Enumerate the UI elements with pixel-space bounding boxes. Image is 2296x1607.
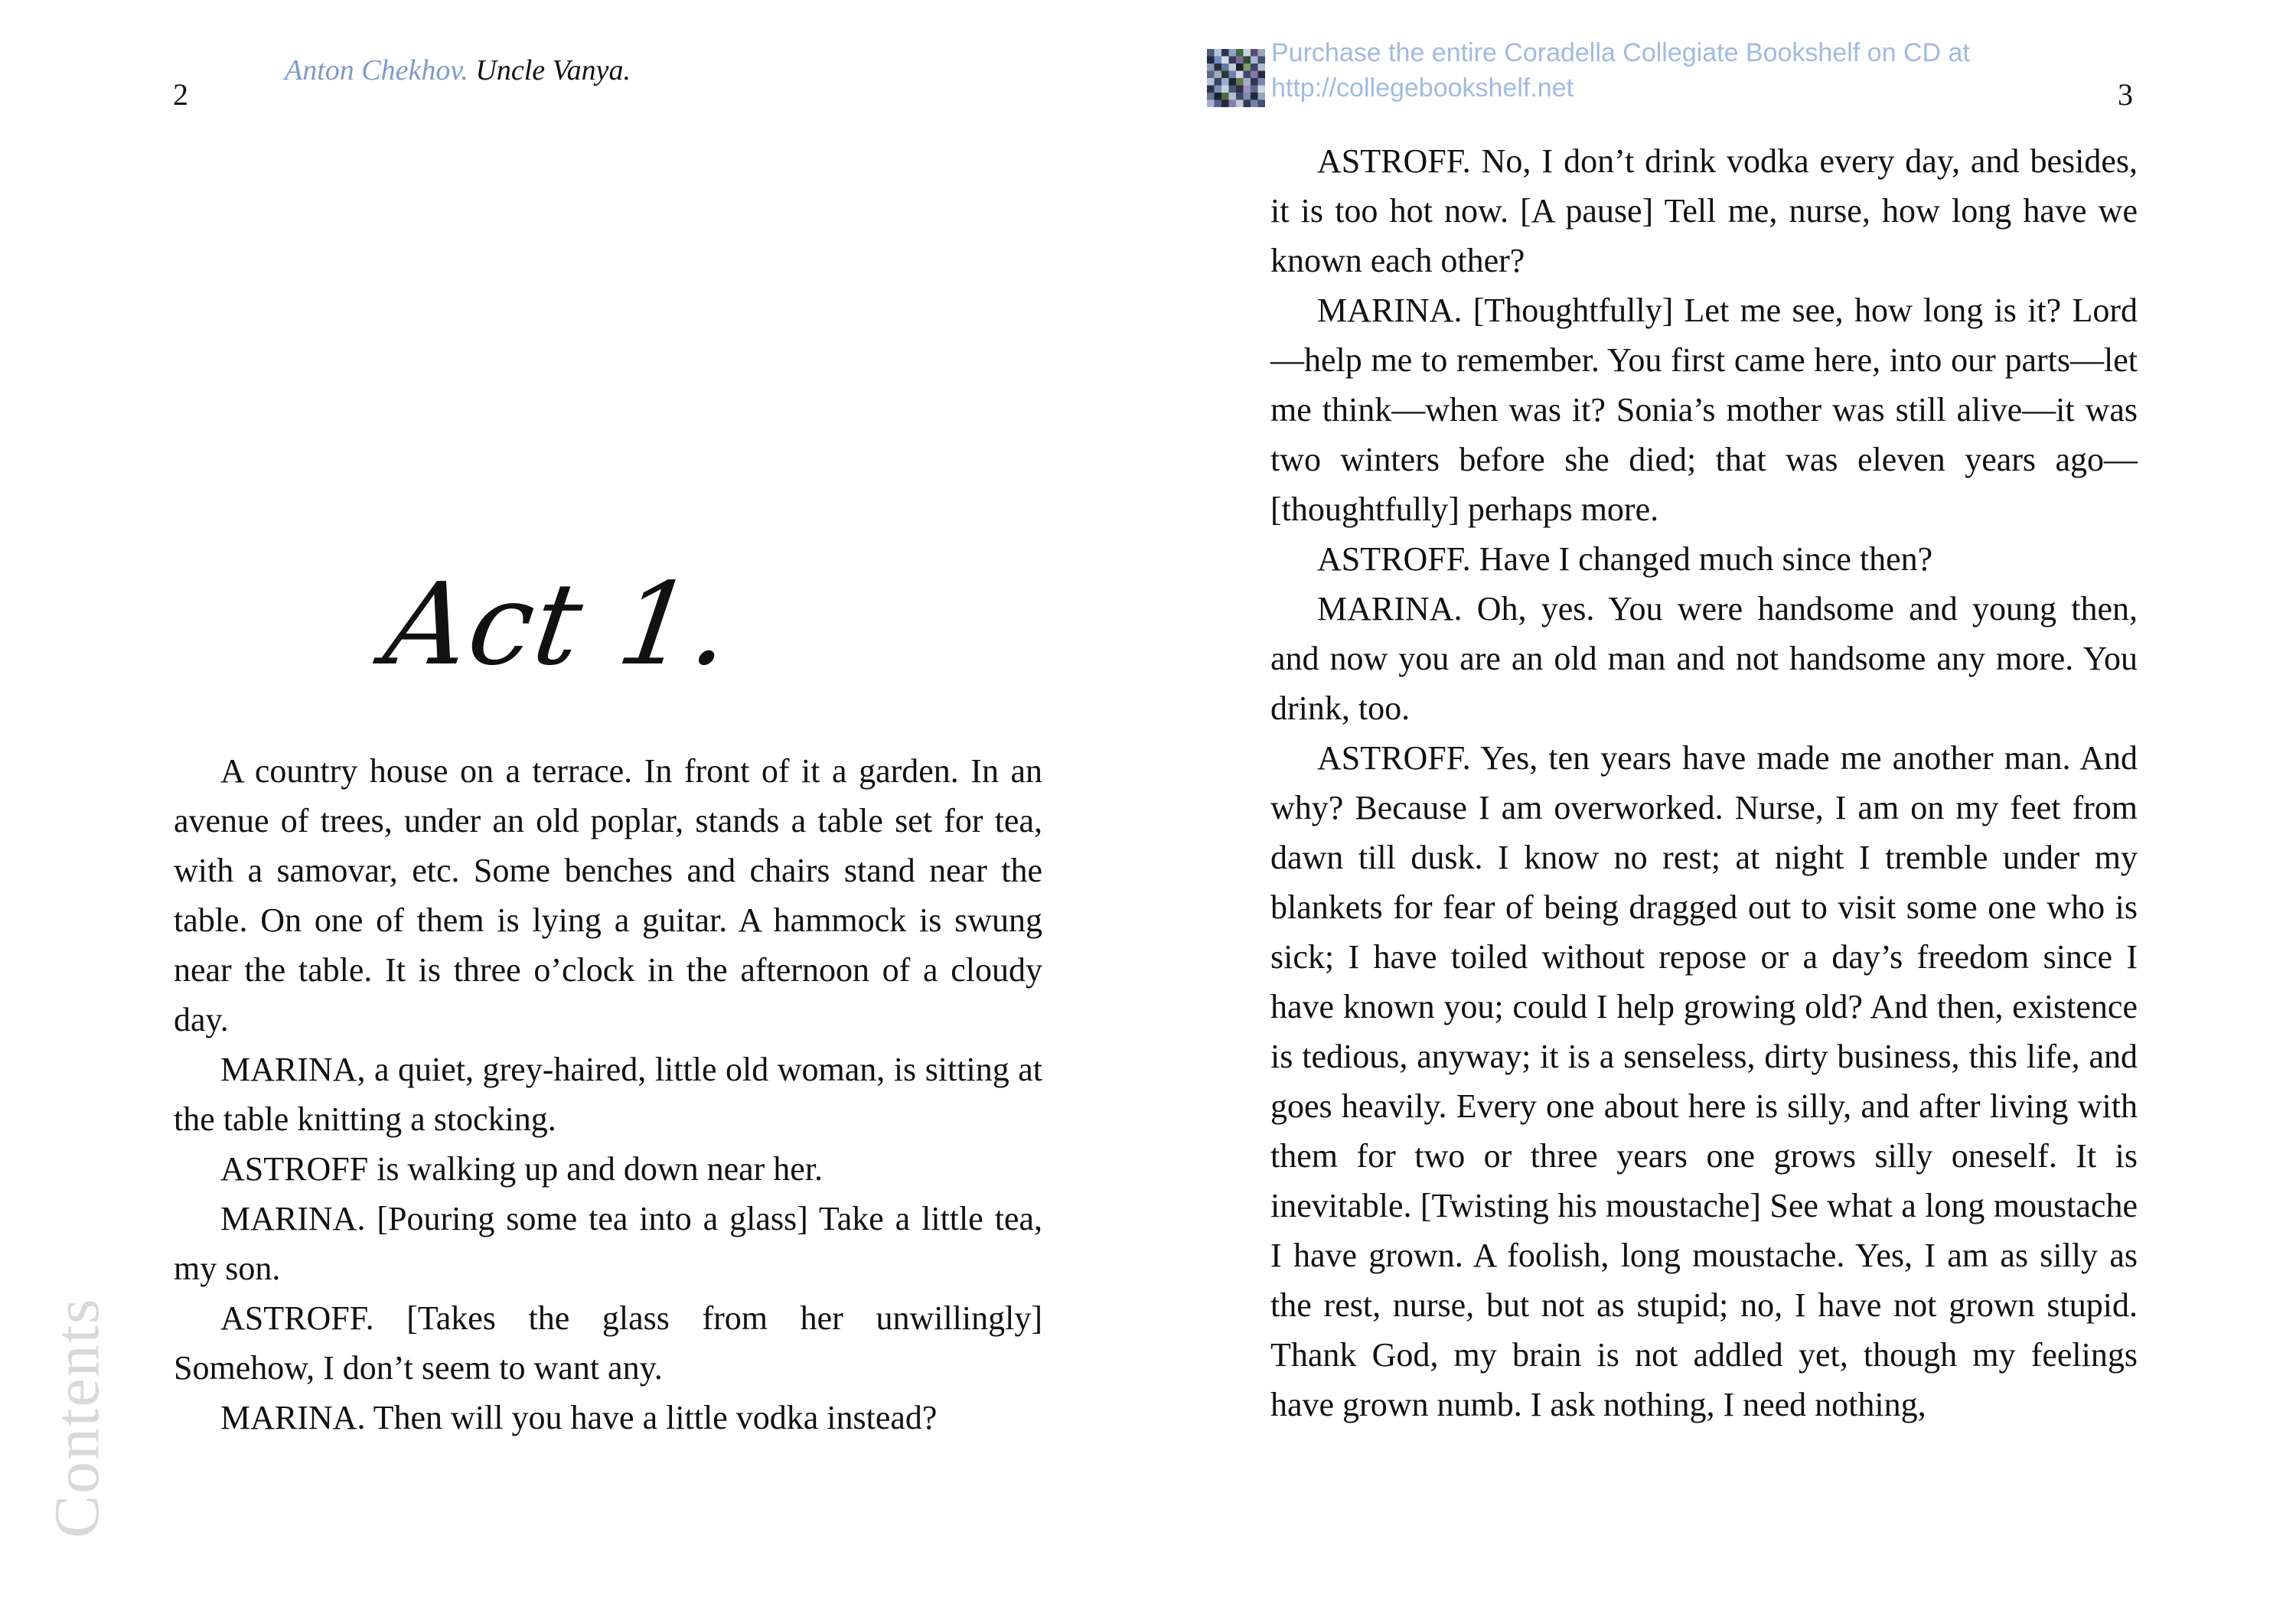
page-number-right: 3	[2118, 77, 2133, 112]
stage-direction-paragraph: MARINA, a quiet, grey-haired, little old woman, is sitting at the table knitting a stocking.	[174, 1051, 1042, 1138]
left-page-body	[174, 746, 1042, 1442]
dialogue-paragraph: MARINA. [Pouring some tea into a glass] Take a little tea, my son.	[174, 1200, 1042, 1287]
dialogue-paragraph: MARINA. [Thoughtfully] Let me see, how long is it? Lord—help me to remember. You first came here, into our parts—let me think—when was it? Sonia’s mother was still alive—it was two winters before she died; that was eleven years ago—[thoughtfully] perhaps more.	[1270, 292, 2138, 528]
promo-line-1[interactable]: Purchase the entire Coradella Collegiate Bookshelf on CD at	[1271, 38, 1970, 67]
contents-side-tab[interactable]	[31, 1255, 122, 1561]
promo-text[interactable]	[1271, 35, 1970, 106]
right-page-body	[1270, 136, 2138, 1429]
page-number-left: 2	[173, 77, 188, 112]
running-head-author[interactable]: Anton Chekhov.	[285, 54, 468, 86]
promo-link[interactable]: http://collegebookshelf.net	[1271, 73, 1574, 103]
act-heading: Act 1.	[377, 559, 740, 690]
stage-direction-paragraph: ASTROFF is walking up and down near her.	[220, 1150, 823, 1188]
dialogue-paragraph: MARINA. Oh, yes. You were handsome and young then, and now you are an old man and not handsome any more. You drink, too.	[1270, 590, 2138, 727]
coradella-logo-icon[interactable]	[1207, 49, 1265, 107]
dialogue-paragraph: ASTROFF. No, I don’t drink vodka every day, and besides, it is too hot now. [A pause] Tell me, nurse, how long have we known each other?	[1270, 142, 2138, 279]
running-head	[285, 54, 631, 87]
dialogue-paragraph: ASTROFF. Yes, ten years have made me another man. And why? Because I am overworked. Nurse, I am on my feet from dawn till dusk. I know no rest; at night I tremble under my blankets for fear of being dragged out to visit some one who is sick; I have toiled without repose or a day’s freedom since I have known you; could I help growing old? And then, existence is tedious, anyway; it is a senseless, dirty business, this life, and goes heavily. Every one about here is silly, and after living with them for two or three years one grows silly oneself. It is inevitable. [Twisting his moustache] See what a long moustache I have grown. A foolish, long moustache. Yes, I am as silly as the rest, nurse, but not as stupid; no, I have not grown stupid. Thank God, my brain is not addled yet, though my feelings have grown numb. I ask nothing, I need nothing,	[1270, 739, 2138, 1423]
stage-direction-paragraph: A country house on a terrace. In front of it a garden. In an avenue of trees, under an old poplar, stands a table set for tea, with a samovar, etc. Some benches and chairs stand near the table. On one of them is lying a guitar. A hammock is swung near the table. It is three o’clock in the afternoon of a cloudy day.	[174, 752, 1042, 1038]
dialogue-paragraph: MARINA. Then will you have a little vodka instead?	[220, 1399, 938, 1436]
dialogue-paragraph: ASTROFF. [Takes the glass from her unwillingly] Somehow, I don’t seem to want any.	[174, 1299, 1042, 1387]
dialogue-paragraph: ASTROFF. Have I changed much since then?	[1317, 540, 1933, 578]
running-head-title: Uncle Vanya.	[475, 54, 631, 86]
contents-side-tab-label[interactable]: Contents	[41, 1297, 113, 1538]
